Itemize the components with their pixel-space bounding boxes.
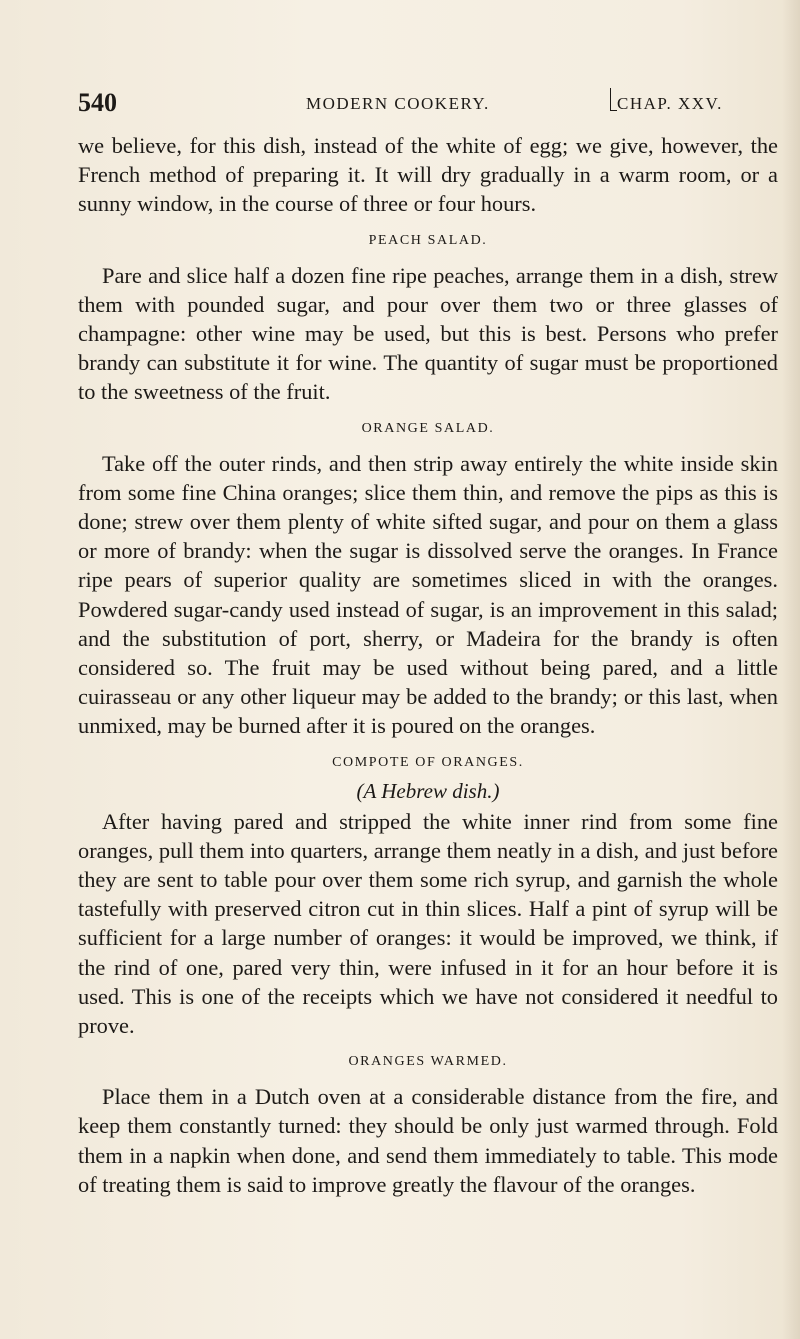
page-body: [78, 131, 778, 1199]
chapter-label: CHAP. XXV.: [617, 94, 723, 113]
chapter-bracket: [610, 88, 617, 111]
section-heading-compote-of-oranges: COMPOTE OF ORANGES.: [332, 754, 524, 770]
page-edge-shadow: [782, 0, 800, 1339]
section-heading-peach-salad: PEACH SALAD.: [368, 232, 488, 248]
page-number: 540: [78, 88, 117, 117]
section-heading-oranges-warmed: ORANGES WARMED.: [348, 1054, 508, 1070]
section-text-compote-of-oranges: After having pared and stripped the white inner rind from some fine oranges, pull them into quarters, arrange them neatly in a dish, and just before they are sent to table pour over them some rich syrup, and garnish the whole tastefully with preserved citron cut in thin slices. Half a pint of syrup will be sufficient for a large number of oranges: it would be improved, we think, if the rind of one, pared very thin, were infused in it for an hour before it is used. This is one of the receipts which we have not considered it needful to prove.: [78, 808, 778, 1039]
running-title: MODERN COOKERY.: [306, 94, 490, 113]
section-text-peach-salad: Pare and slice half a dozen fine ripe peaches, arrange them in a dish, strew them with pounded sugar, and pour over them two or three glasses of champagne: other wine may be used, but this is best. Persons who prefer brandy can substitute it for wine. The quantity of sugar must be proportioned to the sweetness of the fruit.: [78, 262, 778, 405]
intro-paragraph: we believe, for this dish, instead of the white of egg; we give, however, the French method of preparing it. It will dry gradually in a warm room, or a sunny window, in the course of three or four hours.: [78, 133, 778, 217]
section-subheading-hebrew-dish: (A Hebrew dish.): [356, 778, 500, 803]
section-heading-orange-salad: ORANGE SALAD.: [361, 420, 495, 436]
page-header: [78, 88, 778, 118]
section-text-orange-salad: Take off the outer rinds, and then strip away entirely the white inside skin from some fine China oranges; slice them thin, and remove the pips as this is done; strew over them plenty of white sifted sugar, and pour on them a glass or more of brandy: when the sugar is dissolved serve the oranges. In France ripe pears of superior quality are sometimes sliced in with the oranges. Powdered sugar-candy used instead of sugar, is an improvement in this salad; and the substitution of port, sherry, or Madeira for the brandy is often considered so. The fruit may be used without being pared, and a little cuirasseau or any other liqueur may be added to the brandy; or this last, when unmixed, may be burned after it is poured on the oranges.: [78, 450, 778, 739]
section-text-oranges-warmed: Place them in a Dutch oven at a considerable distance from the fire, and keep them constantly turned: they should be only just warmed through. Fold them in a napkin when done, and send them immediately to table. This mode of treating them is said to improve greatly the flavour of the oranges.: [78, 1084, 778, 1197]
